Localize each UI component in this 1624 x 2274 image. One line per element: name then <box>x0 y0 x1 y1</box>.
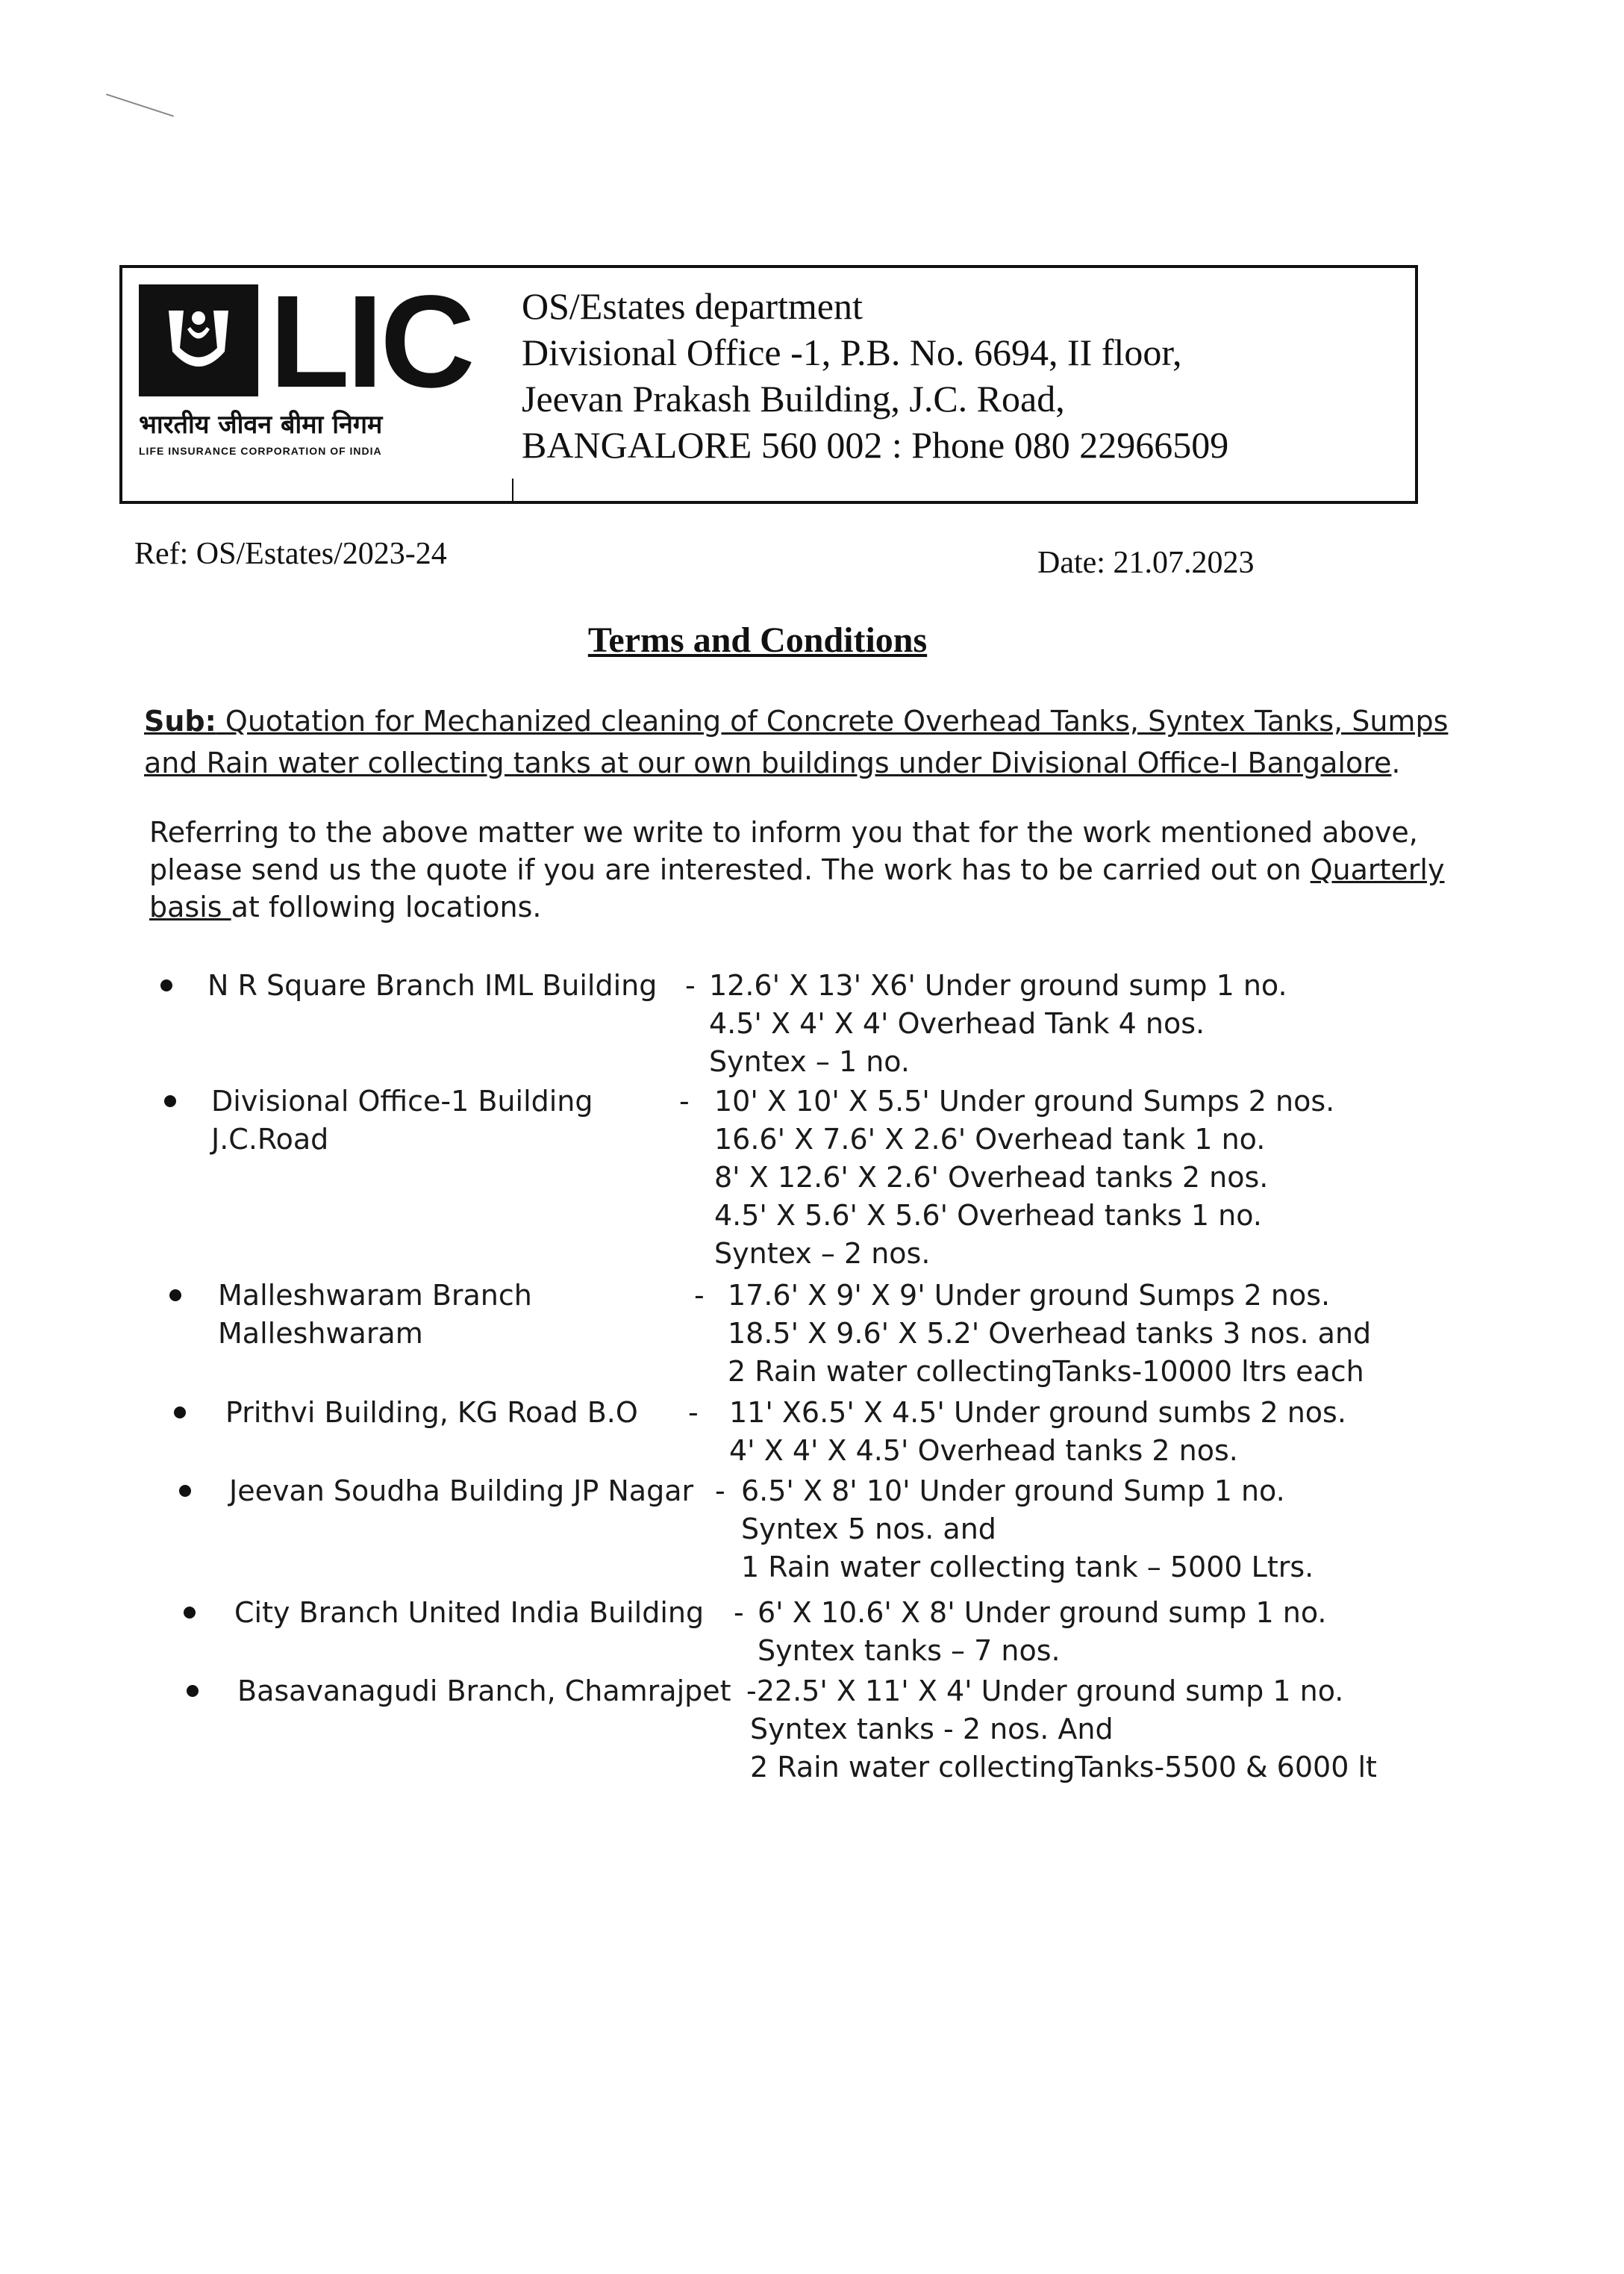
spec-line: 6.5' X 8' 10' Under ground Sump 1 no. <box>741 1474 1285 1507</box>
intro-quarterly: Quarterly <box>1310 853 1445 886</box>
separator-dash: - <box>685 969 696 1002</box>
intro-basis: basis <box>149 891 231 923</box>
location-name: City Branch United India Building <box>234 1596 705 1629</box>
subject-label: Sub: <box>144 705 216 738</box>
office-line-4: BANGALORE 560 002 : Phone 080 22966509 <box>522 424 1229 466</box>
location-specs <box>758 1594 1327 1670</box>
location-specs <box>709 967 1287 1081</box>
spec-line: -22.5' X 11' X 4' Under ground sump 1 no. <box>746 1675 1344 1707</box>
location-specs <box>746 1672 1377 1787</box>
location-name-2: Malleshwaram <box>218 1317 423 1350</box>
location-specs <box>714 1083 1334 1273</box>
logo-wordmark: LIC <box>269 269 472 415</box>
document-date: Date: 21.07.2023 <box>1037 546 1255 580</box>
separator-dash: - <box>679 1085 690 1118</box>
spec-line: Syntex – 2 nos. <box>714 1237 931 1270</box>
office-line-2: Divisional Office -1, P.B. No. 6694, II floor, <box>522 331 1182 373</box>
lic-emblem-icon <box>139 284 258 396</box>
spec-line: 2 Rain water collectingTanks-5500 & 6000 lt <box>750 1751 1377 1784</box>
lic-logo <box>139 269 493 471</box>
separator-dash: - <box>688 1396 699 1429</box>
location-name: Divisional Office-1 Building <box>211 1085 593 1118</box>
spec-line: 10' X 10' X 5.5' Under ground Sumps 2 nos. <box>714 1085 1335 1118</box>
scan-mark <box>106 93 174 116</box>
location-name: N R Square Branch IML Building <box>207 969 658 1002</box>
spec-line: 4.5' X 5.6' X 5.6' Overhead tanks 1 no. <box>714 1199 1262 1232</box>
separator-dash: - <box>734 1596 744 1629</box>
location-name: Prithvi Building, KG Road B.O <box>225 1396 638 1429</box>
spec-line: 16.6' X 7.6' X 2.6' Overhead tank 1 no. <box>714 1123 1266 1156</box>
intro-line-1: Referring to the above matter we write to inform you that for the work mentioned above, <box>149 816 1418 849</box>
intro-line-3: at following locations. <box>231 891 542 923</box>
office-line-3: Jeevan Prakash Building, J.C. Road, <box>522 378 1065 420</box>
separator-dash: - <box>715 1474 725 1507</box>
logo-english-text: LIFE INSURANCE CORPORATION OF INDIA <box>139 445 382 457</box>
bullet-icon <box>179 1485 191 1497</box>
spec-line: Syntex 5 nos. and <box>741 1513 996 1545</box>
location-specs <box>729 1394 1346 1470</box>
reference-number: Ref: OS/Estates/2023-24 <box>134 537 447 571</box>
spec-line: 18.5' X 9.6' X 5.2' Overhead tanks 3 nos. and <box>728 1317 1372 1350</box>
subject-line-1: Quotation for Mechanized cleaning of Concrete Overhead Tanks, Syntex Tanks, Sumps <box>216 705 1449 738</box>
spec-line: 12.6' X 13' X6' Under ground sump 1 no. <box>709 969 1287 1002</box>
bullet-icon <box>184 1607 196 1619</box>
bullet-icon <box>169 1289 181 1301</box>
spec-line: 4.5' X 4' X 4' Overhead Tank 4 nos. <box>709 1007 1205 1040</box>
page-title: Terms and Conditions <box>587 620 928 660</box>
spec-line: Syntex tanks - 2 nos. And <box>750 1713 1114 1745</box>
logo-hindi-text: भारतीय जीवन बीमा निगम <box>139 410 383 440</box>
separator-dash: - <box>694 1279 705 1312</box>
bullet-icon <box>164 1095 176 1107</box>
spec-line: Syntex tanks – 7 nos. <box>758 1634 1061 1667</box>
location-name-2: J.C.Road <box>211 1123 329 1156</box>
spec-line: 6' X 10.6' X 8' Under ground sump 1 no. <box>758 1596 1327 1629</box>
subject <box>144 700 1487 784</box>
header-divider <box>512 479 513 501</box>
intro-paragraph <box>149 814 1493 926</box>
office-address <box>522 283 1402 468</box>
spec-line: 8' X 12.6' X 2.6' Overhead tanks 2 nos. <box>714 1161 1269 1194</box>
spec-line: 2 Rain water collectingTanks-10000 ltrs each <box>728 1355 1364 1388</box>
subject-line-2-end: . <box>1391 747 1401 779</box>
bullet-icon <box>174 1407 186 1418</box>
office-line-1: OS/Estates department <box>522 285 863 327</box>
spec-line: 4' X 4' X 4.5' Overhead tanks 2 nos. <box>729 1434 1238 1467</box>
letterhead-box <box>119 265 1418 504</box>
intro-line-2: please send us the quote if you are interested. The work has to be carried out on <box>149 853 1311 886</box>
location-specs <box>741 1472 1314 1586</box>
location-name: Jeevan Soudha Building JP Nagar <box>229 1474 694 1507</box>
location-specs <box>728 1277 1371 1391</box>
spec-line: 17.6' X 9' X 9' Under ground Sumps 2 nos. <box>728 1279 1331 1312</box>
location-name: Basavanagudi Branch, Chamrajpet <box>237 1675 731 1707</box>
bullet-icon <box>187 1685 199 1697</box>
location-name: Malleshwaram Branch <box>218 1279 532 1312</box>
spec-line: 1 Rain water collecting tank – 5000 Ltrs. <box>741 1551 1314 1583</box>
spec-line: 11' X6.5' X 4.5' Under ground sumbs 2 nos. <box>729 1396 1346 1429</box>
subject-line-2: and Rain water collecting tanks at our own buildings under Divisional Office-I Bangalore <box>144 747 1392 779</box>
spec-line: Syntex – 1 no. <box>709 1045 910 1078</box>
bullet-icon <box>160 979 172 991</box>
